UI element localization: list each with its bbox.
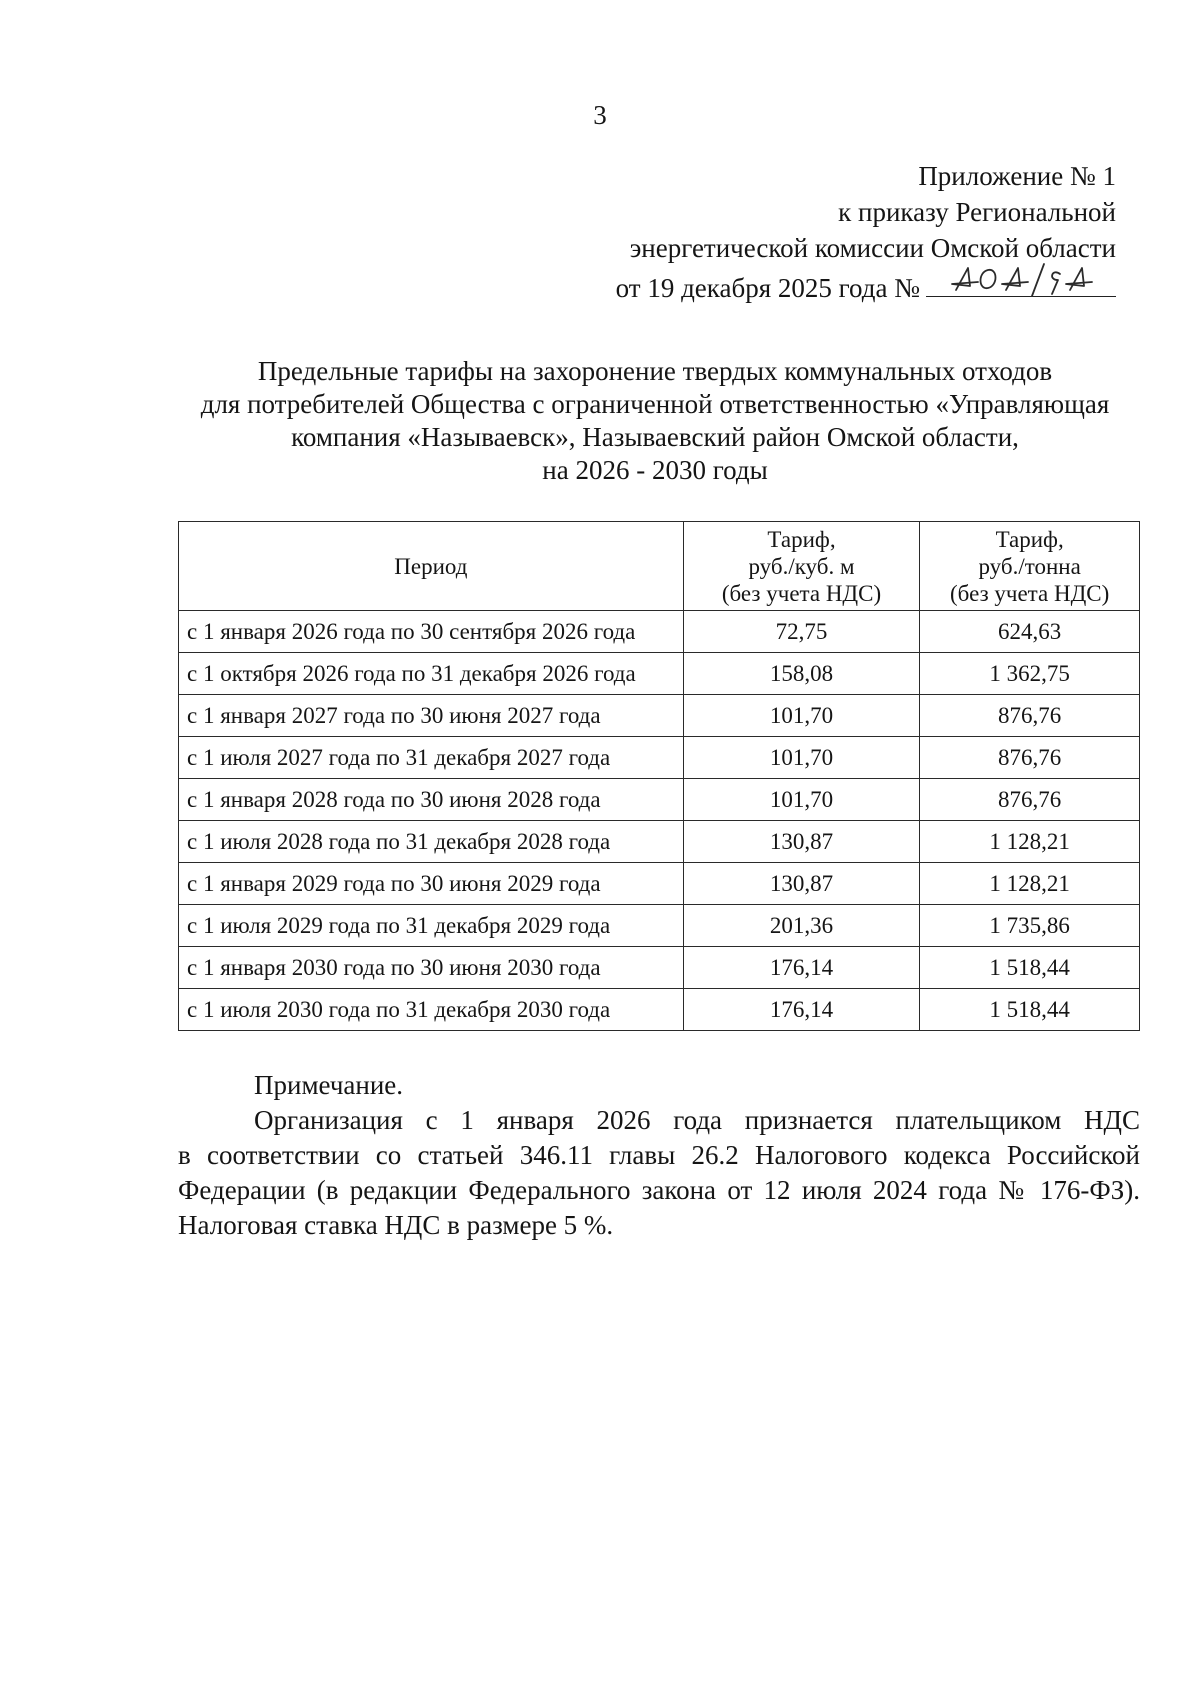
tariff-m3-cell: 176,14 <box>683 989 920 1031</box>
title-line-2: для потребителей Общества с ограниченной ответственностью «Управляющая <box>200 389 1110 419</box>
period-cell: с 1 июля 2030 года по 31 декабря 2030 года <box>179 989 684 1031</box>
header-tariff-t-line1: Тариф, <box>995 526 1064 552</box>
header-period <box>179 522 684 611</box>
header-tariff-m3-line2: руб./куб. м <box>748 553 855 579</box>
tariff-t-cell: 1 518,44 <box>920 989 1140 1031</box>
table-row <box>179 863 1140 905</box>
handwritten-order-number <box>926 266 1116 297</box>
appendix-order-line: к приказу Региональной <box>838 197 1116 227</box>
header-tariff-m3 <box>683 522 920 611</box>
tariff-m3-cell: 176,14 <box>683 947 920 989</box>
tariff-t-cell: 1 128,21 <box>920 821 1140 863</box>
title-line-1: Предельные тарифы на захоронение твердых коммунальных отходов <box>257 356 1053 386</box>
handwritten-number-signature <box>948 260 1098 300</box>
appendix-header <box>616 158 1116 306</box>
header-tariff-m3-line1: Тариф, <box>767 526 836 552</box>
tariff-m3-cell: 72,75 <box>683 611 920 653</box>
period-cell: с 1 января 2029 года по 30 июня 2029 года <box>179 863 684 905</box>
table-row <box>179 737 1140 779</box>
period-cell: с 1 июля 2028 года по 31 декабря 2028 года <box>179 821 684 863</box>
tariff-t-cell: 624,63 <box>920 611 1140 653</box>
table-row <box>179 989 1140 1031</box>
tariff-m3-cell: 101,70 <box>683 695 920 737</box>
tariff-t-cell: 1 518,44 <box>920 947 1140 989</box>
tariff-t-cell: 876,76 <box>920 695 1140 737</box>
appendix-date-text: от 19 декабря 2025 года № <box>615 273 920 303</box>
title-line-4: на 2026 - 2030 годы <box>542 455 768 485</box>
header-period-label: Период <box>394 553 468 579</box>
appendix-commission-line: энергетической комиссии Омской области <box>629 233 1116 263</box>
tariff-t-cell: 1 128,21 <box>920 863 1140 905</box>
table-row <box>179 779 1140 821</box>
period-cell: с 1 января 2027 года по 30 июня 2027 года <box>179 695 684 737</box>
table-row <box>179 611 1140 653</box>
note-line-4: Налоговая ставка НДС в размере 5 %. <box>178 1210 614 1240</box>
period-cell: с 1 июля 2029 года по 31 декабря 2029 года <box>179 905 684 947</box>
tariff-m3-cell: 158,08 <box>683 653 920 695</box>
tariff-m3-cell: 130,87 <box>683 821 920 863</box>
tariff-m3-cell: 201,36 <box>683 905 920 947</box>
note-line-1: Организация с 1 января 2026 года признается плательщиком НДС <box>254 1105 1140 1135</box>
table-row <box>179 695 1140 737</box>
appendix-date-line <box>616 266 1116 306</box>
note-section <box>178 1068 1140 1243</box>
note-title: Примечание. <box>254 1070 404 1100</box>
tariff-t-cell: 1 362,75 <box>920 653 1140 695</box>
header-tariff-t-line2: руб./тонна <box>978 553 1081 579</box>
table-row <box>179 905 1140 947</box>
table-row <box>179 821 1140 863</box>
title-line-3: компания «Называевск», Называевский район Омской области, <box>291 422 1019 452</box>
page-number: 3 <box>593 100 607 130</box>
period-cell: с 1 июля 2027 года по 31 декабря 2027 года <box>179 737 684 779</box>
tariff-t-cell: 1 735,86 <box>920 905 1140 947</box>
tariff-t-cell: 876,76 <box>920 779 1140 821</box>
note-line-2: в соответствии со статьей 346.11 главы 26.2 Налогового кодекса Российской <box>178 1140 1140 1170</box>
period-cell: с 1 октября 2026 года по 31 декабря 2026 года <box>179 653 684 695</box>
table-row <box>179 653 1140 695</box>
tariff-m3-cell: 130,87 <box>683 863 920 905</box>
table-header-row <box>179 522 1140 611</box>
tariff-t-cell: 876,76 <box>920 737 1140 779</box>
tariff-m3-cell: 101,70 <box>683 737 920 779</box>
period-cell: с 1 января 2026 года по 30 сентября 2026 года <box>179 611 684 653</box>
appendix-title: Приложение № 1 <box>918 161 1116 191</box>
header-tariff-m3-line3: (без учета НДС) <box>721 580 882 606</box>
tariffs-table <box>178 521 1140 1031</box>
note-line-3: Федерации (в редакции Федерального закона от 12 июля 2024 года № 176-ФЗ). <box>178 1175 1140 1205</box>
header-tariff-t <box>920 522 1140 611</box>
period-cell: с 1 января 2028 года по 30 июня 2028 года <box>179 779 684 821</box>
header-tariff-t-line3: (без учета НДС) <box>950 580 1110 606</box>
period-cell: с 1 января 2030 года по 30 июня 2030 года <box>179 947 684 989</box>
tariff-m3-cell: 101,70 <box>683 779 920 821</box>
document-title <box>170 355 1140 487</box>
table-row <box>179 947 1140 989</box>
